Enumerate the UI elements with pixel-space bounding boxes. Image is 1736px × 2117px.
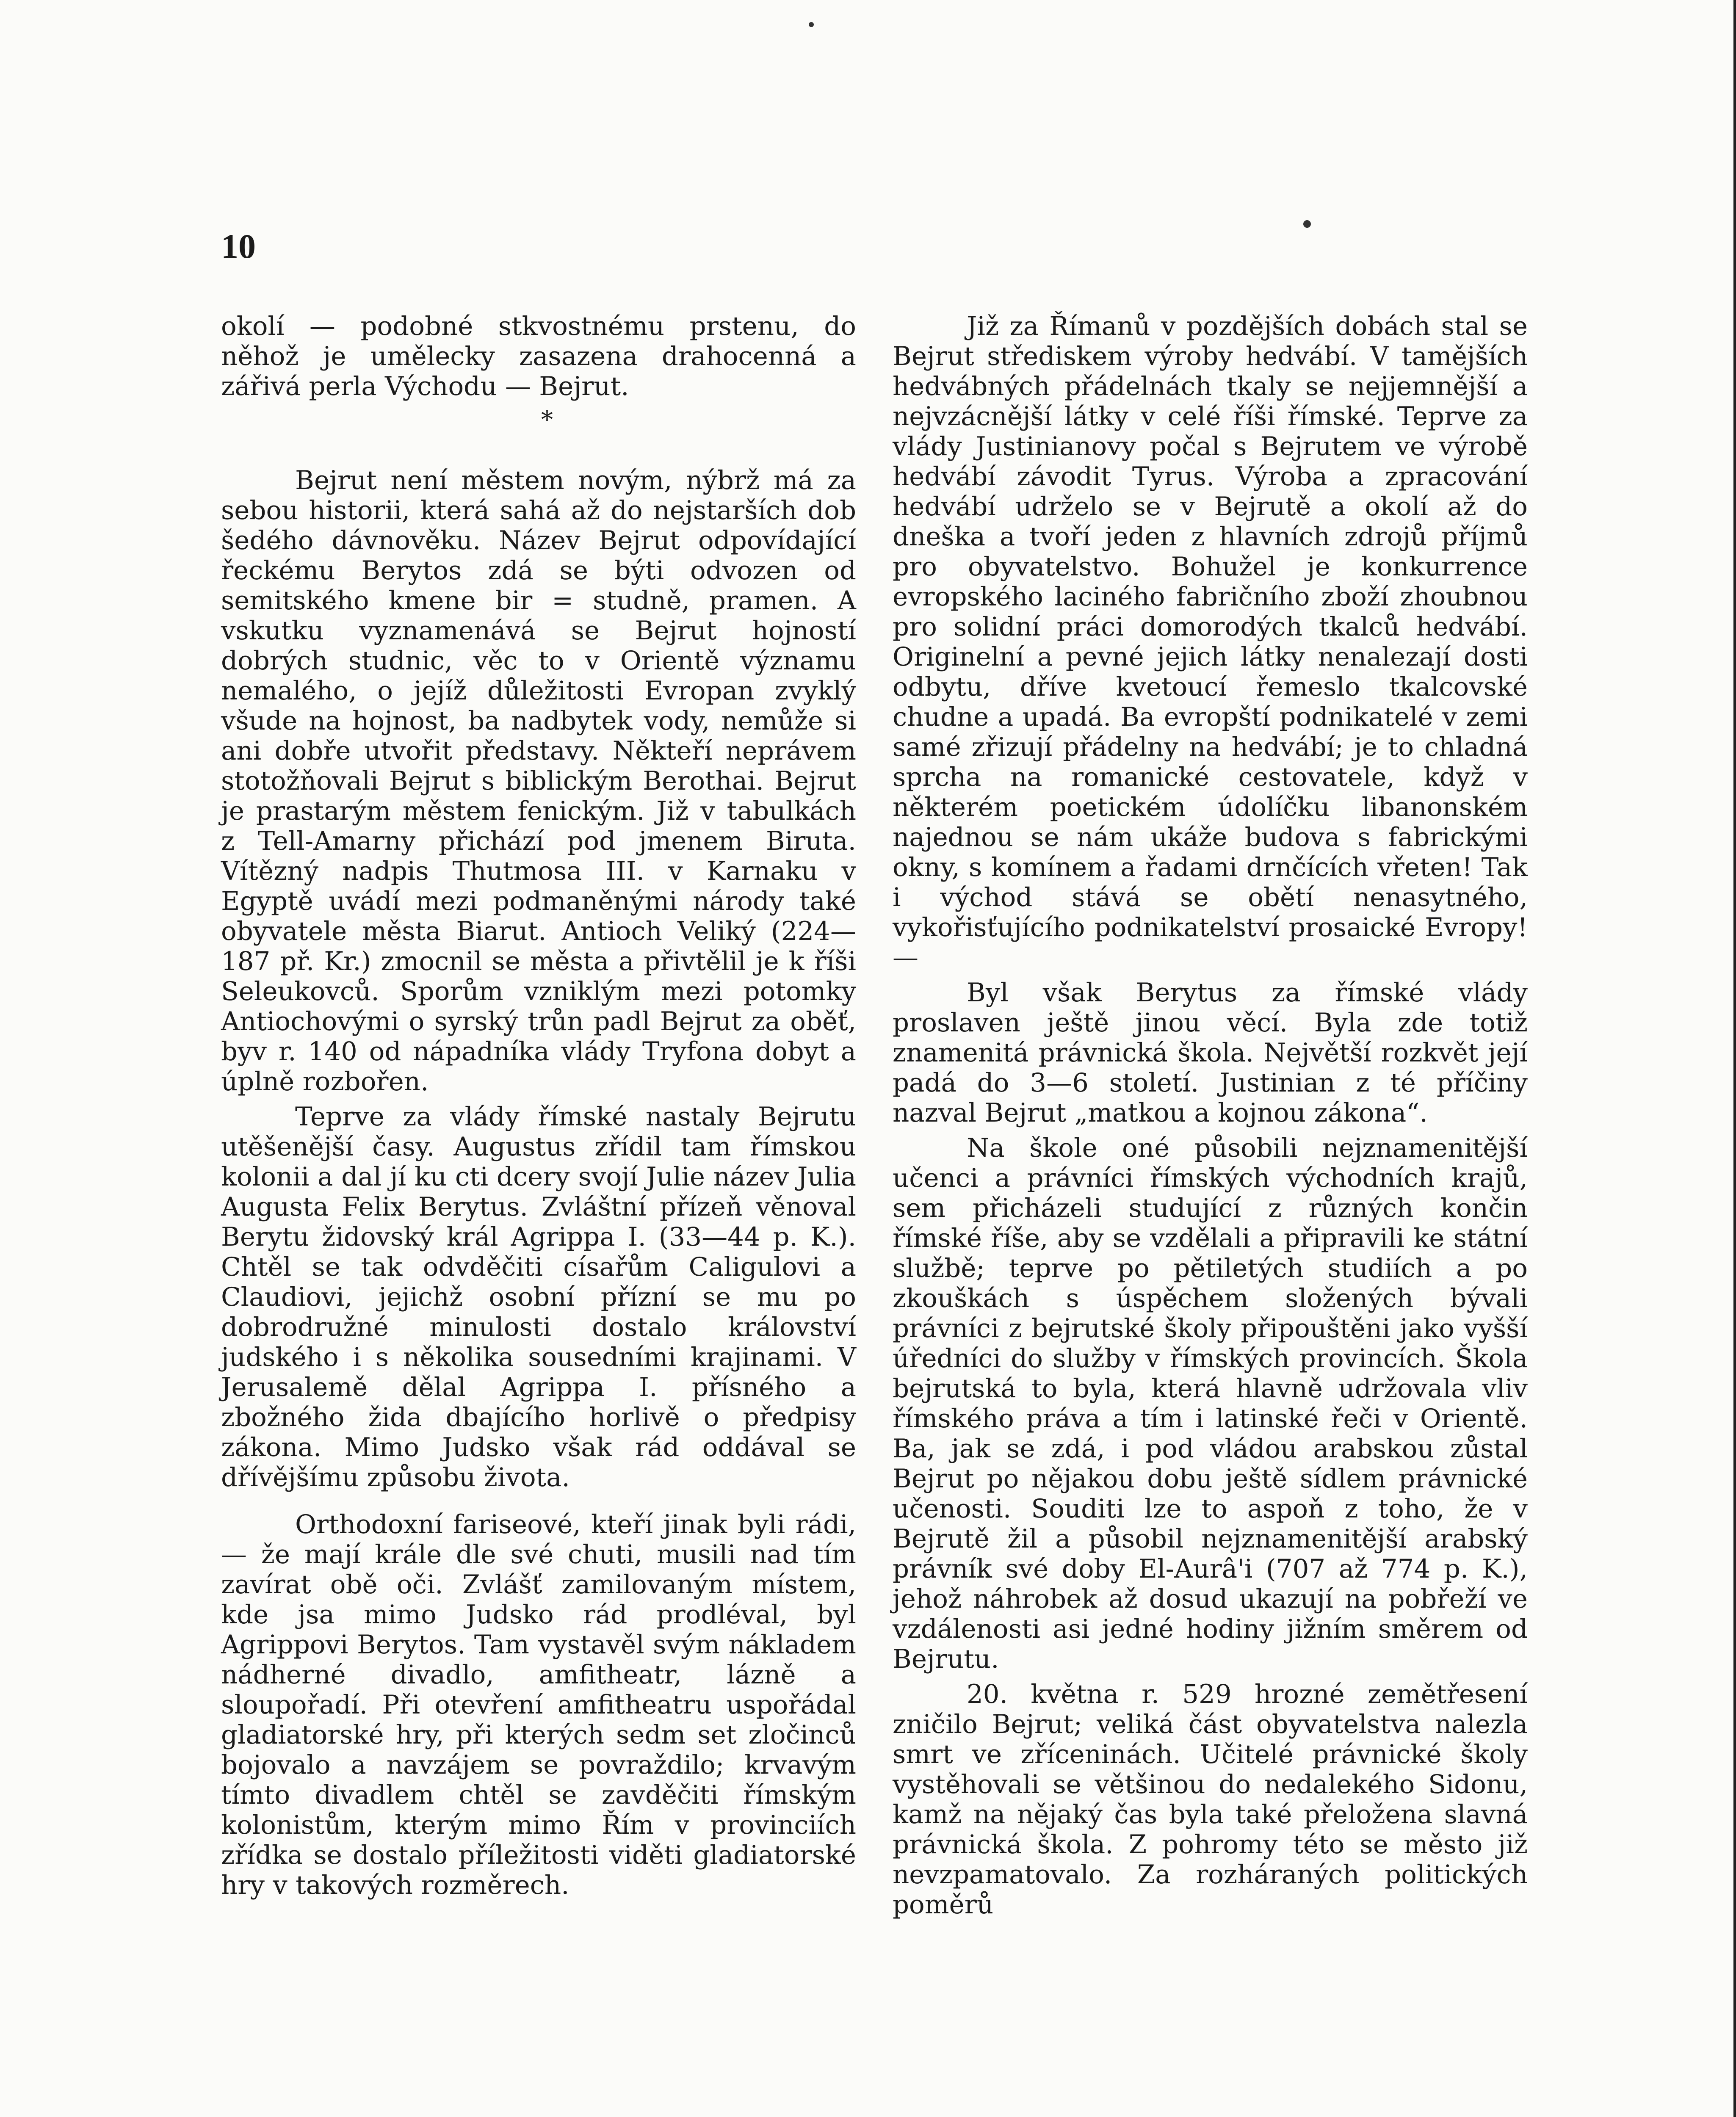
left-column [221, 311, 856, 1900]
scan-speck [809, 22, 814, 27]
section-separator-asterisk: * [541, 406, 553, 434]
left-paragraph-4: Orthodoxní fariseové, kteří jinak byli rádi, — že mají krále dle své chuti, musili nad tím zavírat obě oči. Zvlášť zamilovaným místem, kde jsa mimo Judsko rád prodléval, byl Agrippovi Berytos. Tam vystavěl svým nákladem nádherné divadlo, amfitheatr, lázně a sloupořadí. Při otevření amfitheatru uspořádal gladiatorské hry, při kterých sedm set zločinců bojovalo a navzájem se povraždilo; krvavým tímto divadlem chtěl se zavděčiti římským kolonistům, kterým mimo Řím v provinciích zřídka se dostalo příležitosti viděti gladiatorské hry v takových rozměrech. [221, 1509, 856, 1900]
right-paragraph-3: Na škole oné působili nejznamenitější učenci a právníci římských východních krajů, sem přicházeli studující z různých končin římské říše, aby se vzdělali a připravili ke státní službě; teprve po pětiletých studiích a po zkouškách s úspěchem složených bývali právníci z bejrutské školy připouštěni jako vyšší úředníci do služby v římských provincích. Škola bejrutská to byla, která hlavně udržovala vliv římského práva a tím i latinské řeči v Orientě. Ba, jak se zdá, i pod vládou arabskou zůstal Bejrut po nějakou dobu ještě sídlem právnické učenosti. Souditi lze to aspoň z toho, že v Bejrutě žil a působil nejznamenitější arabský právník své doby El-Aurâ'i (707 až 774 p. K.), jehož náhrobek až dosud ukazují na pobřeží ve vzdálenosti asi jedné hodiny jižním směrem od Bejrutu. [893, 1133, 1528, 1674]
left-paragraph-3: Teprve za vlády římské nastaly Bejrutu utěšenější časy. Augustus zřídil tam římskou kolonii a dal jí ku cti dcery svojí Julie název Julia Augusta Felix Berytus. Zvláštní přízeň věnoval Berytu židovský král Agrippa I. (33—44 p. K.). Chtěl se tak odvděčiti císařům Caligulovi a Claudiovi, jejichž osobní přízní se mu po dobrodružné minulosti dostalo království judského i s několika sousedními krajinami. V Jerusalemě dělal Agrippa I. přísného a zbožného žida dbajícího horlivě o předpisy zákona. Mimo Judsko však rád oddával se dřívějšímu způsobu života. [221, 1102, 856, 1492]
left-paragraph-2: Bejrut není městem novým, nýbrž má za sebou historii, která sahá až do nejstarších dob šedého dávnověku. Název Bejrut odpovídající řeckému Berytos zdá se býti odvozen od semitského kmene bir = studně, pramen. A vskutku vyznamenává se Bejrut hojností dobrých studnic, věc to v Orientě významu nemalého, o jejíž důležitosti Evropan zvyklý všude na hojnost, ba nadbytek vody, nemůže si ani dobře utvořit představy. Někteří neprávem stotožňovali Bejrut s biblickým Berothai. Bejrut je prastarým městem fenickým. Již v tabulkách z Tell-Amarny přichází pod jmenem Biruta. Vítězný nadpis Thutmosa III. v Karnaku v Egyptě uvádí mezi podmaněnými národy také obyvatele města Biarut. Antioch Veliký (224—187 př. Kr.) zmocnil se města a přivtělil je k říši Seleukovců. Sporům vzniklým mezi potomky Antiochovými o syrský trůn padl Bejrut za oběť, byv r. 140 od nápadníka vlády Tryfona dobyt a úplně rozbořen. [221, 465, 856, 1097]
left-paragraph-1: okolí — podobné stkvostnému prstenu, do něhož je umělecky zasazena drahocenná a zářivá perla Východu — Bejrut. [221, 311, 856, 401]
page-number: 10 [221, 227, 256, 265]
right-column [893, 311, 1528, 1920]
scan-speck [1303, 220, 1311, 228]
right-paragraph-4: 20. května r. 529 hrozné zemětřesení zničilo Bejrut; veliká část obyvatelstva nalezla smrt ve zříceninách. Učitelé právnické školy vystěhovali se většinou do nedalekého Sidonu, kamž na nějaký čas byla také přeložena slavná právnická škola. Z pohromy této se město již nevzpamatovalo. Za rozháraných politických poměrů [893, 1679, 1528, 1920]
right-paragraph-1: Již za Římanů v pozdějších dobách stal se Bejrut střediskem výroby hedvábí. V tamějších hedvábných přádelnách tkaly se nejjemnější a nejvzácnější látky v celé říši římské. Teprve za vlády Justinianovy počal s Bejrutem ve výrobě hedvábí závodit Tyrus. Výroba a zpracování hedvábí udrželo se v Bejrutě a okolí až do dneška a tvoří jeden z hlavních zdrojů příjmů pro obyvatelstvo. Bohužel je konkurrence evropského laciného fabričního zboží zhoubnou pro solidní práci domorodých tkalců hedvábí. Originelní a pevné jejich látky nenalezají dosti odbytu, dříve kvetoucí řemeslo tkalcovské chudne a upadá. Ba evropští podnikatelé v zemi samé zřizují přádelny na hedvábí; je to chladná sprcha na romanické cestovatele, když v některém poetickém údolíčku libanonském najednou se nám ukáže budova s fabrickými okny, s komínem a řadami drnčících vřeten! Tak i východ stává se obětí nenasytného, vykořisťujícího podnikatelství prosaické Evropy! — [893, 311, 1528, 973]
scan-edge-line [1733, 0, 1736, 2117]
right-paragraph-2: Byl však Berytus za římské vlády proslaven ještě jinou věcí. Byla zde totiž znamenitá právnická škola. Největší rozkvět její padá do 3—6 století. Justinian z té příčiny nazval Bejrut „matkou a kojnou zákona“. [893, 978, 1528, 1128]
